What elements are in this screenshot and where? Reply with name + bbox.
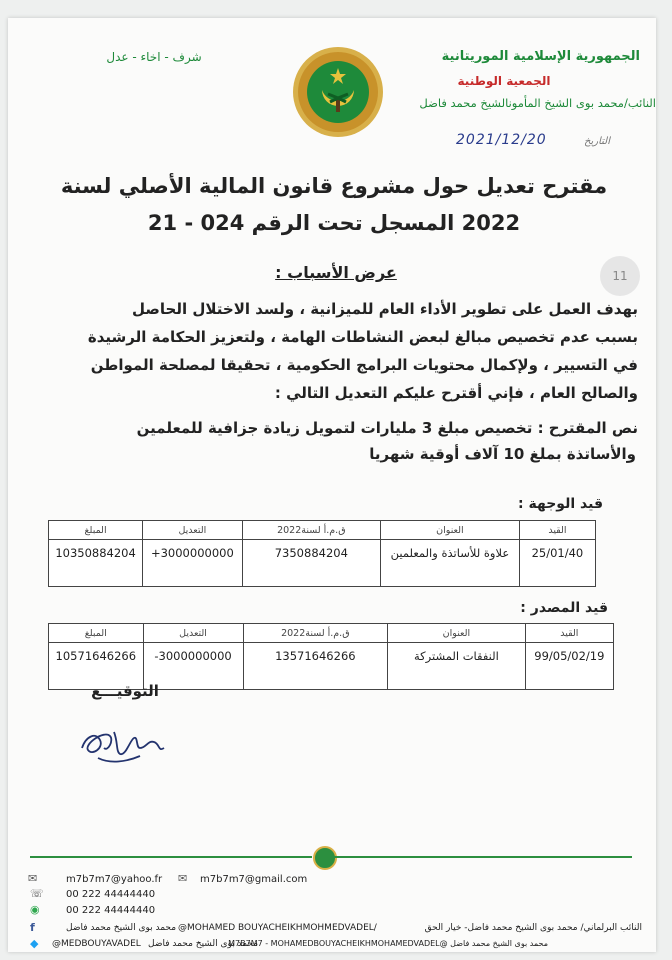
footer-phone-1: 00 222 44444440 (66, 889, 156, 900)
header-change: التعديل (143, 521, 243, 540)
footer-twitter-name: محمد بوى الشيخ محمد فاضل (148, 939, 259, 949)
deputy-name: النائب/محمد بوى الشيخ المأمونالشيخ محمد فاضل (419, 96, 656, 110)
source-table (48, 623, 614, 690)
footer-twitter-line: محمد بوى الشيخ محمد فاضل @M7B7M7 - MOHAMEDBOUYACHEIKHMOHAMEDVADEL (228, 939, 548, 948)
footer-email-yahoo: m7b7m7@yahoo.fr (66, 874, 163, 885)
reasons-line: بسبب عدم تخصيص مبالغ لبعض النشاطات الهامة ، ولتعزيز الحكامة الرشيدة (87, 328, 638, 346)
destination-table (48, 520, 596, 587)
cell-change: +3000000000 (143, 540, 243, 587)
destination-table-header (49, 521, 596, 540)
reasons-paragraph (40, 295, 638, 407)
header-amount: المبلغ (49, 624, 144, 643)
header-title: العنوان (381, 521, 520, 540)
footer-divider-right (334, 856, 632, 858)
header-initial-budget: ق.م.أ لسنة2022 (242, 521, 380, 540)
assembly-name: الجمعية الوطنية (457, 74, 551, 88)
header-change: التعديل (143, 624, 243, 643)
mail-icon: ✉ (178, 872, 188, 885)
header-entry: القيد (519, 521, 595, 540)
cell-initial-budget: 13571646266 (243, 643, 388, 690)
footer-facebook-name: محمد بوى الشيخ محمد فاضل (66, 923, 177, 933)
national-motto: شرف - اخاء - عدل (106, 50, 202, 64)
header-initial-budget: ق.م.أ لسنة2022 (243, 624, 388, 643)
document-title-line2: 2022 المسجل تحت الرقم 024 - 21 (147, 211, 521, 235)
national-emblem-seal (292, 46, 384, 138)
phone-icon: ☏ (30, 887, 44, 900)
mail-icon: ✉ (28, 872, 38, 885)
cell-amount: 10571646266 (49, 643, 144, 690)
date-value: 2021/12/20 (456, 132, 547, 148)
footer-emblem-icon (313, 846, 337, 870)
cell-amount: 10350884204 (49, 540, 143, 587)
source-table-header (49, 624, 614, 643)
republic-name: الجمهورية الإسلامية الموريتانية (441, 49, 640, 64)
source-label: قيد المصدر : (520, 600, 608, 616)
footer-deputy-title: النائب البرلماني/ محمد بوى الشيخ محمد فاضل- خيار الحق (424, 923, 642, 933)
proposal-text (40, 415, 638, 467)
document-page (8, 18, 656, 952)
whatsapp-icon: ◉ (30, 903, 40, 916)
cell-title: النفقات المشتركة (388, 643, 526, 690)
footer-divider-left (30, 856, 312, 858)
handwritten-signature (74, 718, 174, 774)
date-label: التاريخ (584, 136, 610, 147)
header-entry: القيد (525, 624, 613, 643)
cell-title: علاوة للأساتذة والمعلمين (381, 540, 520, 587)
footer-email-gmail: m7b7m7@gmail.com (200, 874, 308, 885)
page-number-badge: 11 (600, 256, 640, 296)
cell-entry: 99/05/02/19 (525, 643, 613, 690)
footer-twitter-handle: @MEDBOUYAVADEL (52, 939, 141, 949)
proposal-line: نص المقترح : تخصيص مبلغ 3 مليارات لتمويل زيادة جزافية للمعلمين (136, 419, 638, 437)
reasons-line: والصالح العام ، فإني أقترح عليكم التعديل التالي : (274, 384, 638, 402)
signature-label: التوقيـــع (91, 682, 159, 700)
twitter-icon: ◆ (30, 937, 39, 950)
proposal-line: والأساتذة بملغ 10 آلاف أوقية شهريا (369, 445, 636, 463)
destination-table-row (49, 540, 596, 587)
reasons-line: في التسيير ، ولإكمال محتويات البرامج الحكومية ، تحقيقا لمصلحة المواطن (90, 356, 638, 374)
header-amount: المبلغ (49, 521, 143, 540)
reasons-line: بهدف العمل على تطوير الأداء العام للميزانية ، ولسد الاختلال الحاصل (132, 300, 638, 318)
cell-change: -3000000000 (143, 643, 243, 690)
reasons-heading: عرض الأسباب : (275, 263, 397, 282)
destination-label: قيد الوجهة : (518, 496, 603, 512)
document-title-line1: مقترح تعديل حول مشروع قانون المالية الأصلي لسنة (60, 174, 608, 198)
cell-initial-budget: 7350884204 (242, 540, 380, 587)
cell-entry: 25/01/40 (519, 540, 595, 587)
facebook-icon: f (30, 921, 35, 934)
footer-phone-2: 00 222 44444440 (66, 905, 156, 916)
footer-facebook-handle: @MOHAMED BOUYACHEIKHMOHMEDVADEL/ (178, 923, 377, 933)
header-title: العنوان (388, 624, 526, 643)
